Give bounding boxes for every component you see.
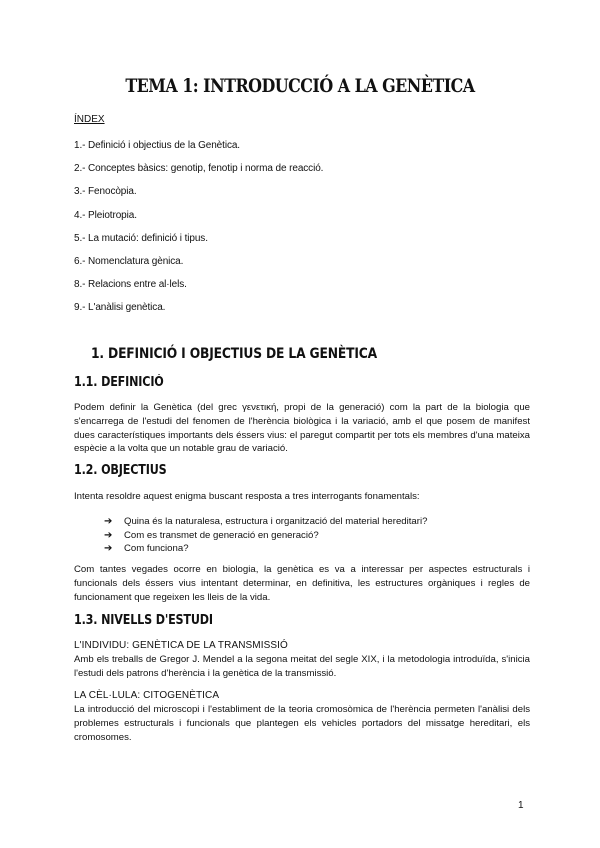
index-item: 6.- Nomenclatura gènica. — [74, 256, 184, 267]
arrow-bullet-icon: ➔ — [104, 516, 113, 527]
objectius-bullet-list — [104, 515, 427, 556]
index-item: 2.- Conceptes bàsics: genotip, fenotip i norma de reacció. — [74, 163, 324, 174]
list-item: ➔ Com funciona? — [104, 543, 189, 554]
index-item: 4.- Pleiotropia. — [74, 210, 137, 221]
cellula-subheading: LA CÈL·LULA: CITOGENÈTICA — [74, 690, 220, 701]
subsection-heading-objectius: 1.2. OBJECTIUS — [74, 463, 167, 478]
index-item: 3.- Fenocòpia. — [74, 186, 137, 197]
list-item: ➔ Quina és la naturalesa, estructura i organització del material hereditari? — [104, 516, 428, 527]
index-label: ÍNDEX — [74, 114, 105, 125]
arrow-bullet-icon: ➔ — [104, 543, 113, 554]
subsection-heading-nivells: 1.3. NIVELLS D'ESTUDI — [74, 613, 213, 628]
objectius-paragraph: Com tantes vegades ocorre en biologia, la genètica es va a interessar per aspectes estructurals i funcionals dels éssers vius intentant determinar, en definitiva, les estructures orgàniques i regles de funcionament que regeixen les lleis de la vida. — [74, 564, 530, 603]
section-heading: 1. DEFINICIÓ I OBJECTIUS DE LA GENÈTICA — [91, 346, 377, 362]
index-item: 9.- L'anàlisi genètica. — [74, 302, 166, 313]
individu-subheading: L'INDIVIDU: GENÈTICA DE LA TRANSMISSIÓ — [74, 640, 288, 651]
page-title: TEMA 1: INTRODUCCIÓ A LA GENÈTICA — [125, 76, 475, 97]
index-item: 5.- La mutació: definició i tipus. — [74, 233, 208, 244]
index-item: 8.- Relacions entre al·lels. — [74, 279, 187, 290]
definicio-paragraph: Podem definir la Genètica (del grec γενετική, propi de la generació) com la part de la biologia que s'encarrega de l'estudi del fenomen de l'herència biològica i la variació, amb el que posem de manifest dues característiques importants dels éssers vius: el paregut compartit per tots els membres d'una mateixa espècie a la volta que un notable grau de variació. — [74, 402, 530, 455]
arrow-bullet-icon: ➔ — [104, 529, 113, 541]
objectius-intro: Intenta resoldre aquest enigma buscant resposta a tres interrogants fonamentals: — [74, 491, 420, 502]
page-number: 1 — [518, 800, 524, 811]
index-item: 1.- Definició i objectius de la Genètica. — [74, 140, 240, 151]
subsection-heading-definicio: 1.1. DEFINICIÓ — [74, 375, 164, 390]
list-item: ➔ Com es transmet de generació en generació? — [104, 529, 319, 541]
cellula-paragraph: La introducció del microscopi i l'establiment de la teoria cromosòmica de l'herència permeten l'anàlisi dels problemes estructurals i funcionals que plantegen els vehicles portadors del missatge hereditari, els cromosomes. — [74, 704, 530, 743]
individu-paragraph: Amb els treballs de Gregor J. Mendel a la segona meitat del segle XIX, i la metodologia introduïda, s'inicia l'estudi dels patrons d'herència i la genètica de la transmissió. — [74, 654, 530, 679]
